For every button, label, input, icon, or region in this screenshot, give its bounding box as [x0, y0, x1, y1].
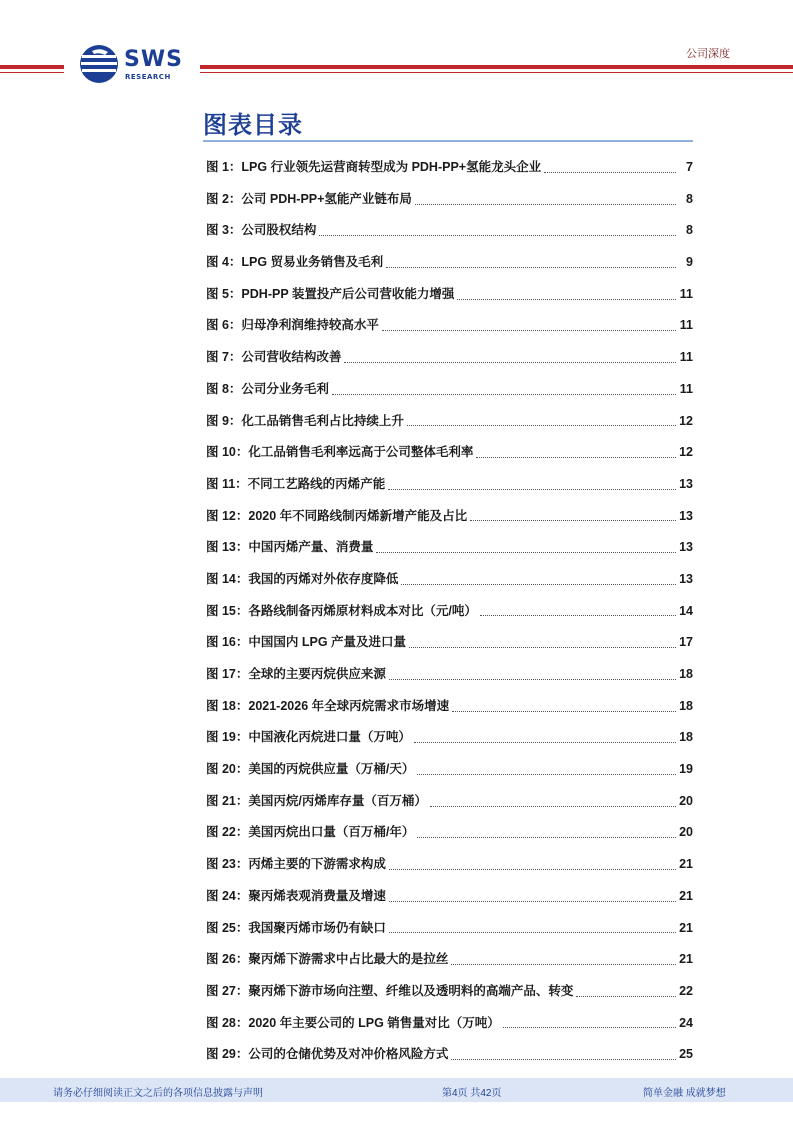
toc-item[interactable] [206, 596, 693, 628]
toc-item-label: 图 20：美国的丙烷供应量（万桶/天） [206, 762, 415, 777]
toc-item[interactable] [206, 913, 693, 945]
toc-item-page: 13 [679, 540, 693, 555]
toc-item[interactable] [206, 786, 693, 818]
toc-item[interactable] [206, 310, 693, 342]
toc-leader-dots [480, 615, 676, 616]
toc-item-page: 9 [686, 255, 693, 270]
toc-item-page: 20 [679, 793, 693, 808]
toc-leader-dots [389, 932, 676, 933]
toc-item[interactable] [206, 691, 693, 723]
toc-item-label: 图 24：聚丙烯表观消费量及增速 [206, 888, 386, 903]
toc-item[interactable] [206, 279, 693, 311]
toc-item-label: 图 17：全球的主要丙烷供应来源 [206, 667, 386, 681]
page-title: 图表目录 [203, 112, 303, 139]
toc-item-page: 7 [686, 160, 693, 174]
footer-page-info: 第4页 共42页 [442, 1088, 502, 1099]
toc-item-page: 8 [686, 223, 693, 238]
toc-leader-dots [414, 742, 676, 743]
toc-item-label: 图 18：2021-2026 年全球丙烷需求市场增速 [206, 698, 450, 713]
toc-item[interactable] [206, 152, 693, 184]
toc-item-page: 17 [679, 635, 693, 650]
toc-item-page: 19 [679, 762, 693, 777]
toc-item[interactable] [206, 722, 693, 754]
toc-item[interactable] [206, 817, 693, 849]
toc-item[interactable] [206, 406, 693, 438]
toc-item-page: 13 [679, 476, 693, 491]
toc-leader-dots [407, 425, 676, 426]
toc-item[interactable] [206, 849, 693, 881]
toc-leader-dots [332, 394, 676, 395]
toc-leader-dots [376, 552, 676, 553]
toc-item[interactable] [206, 1008, 693, 1040]
toc-item-page: 11 [679, 350, 693, 365]
toc-item-label: 图 19：中国液化丙烷进口量（万吨） [206, 730, 411, 745]
toc-item-label: 图 4：LPG 贸易业务销售及毛利 [206, 255, 384, 270]
toc-item[interactable] [206, 754, 693, 786]
toc-item-label: 图 27：聚丙烯下游市场向注塑、纤维以及透明料的高端产品、转变 [206, 983, 574, 998]
toc-item-label: 图 13：中国丙烯产量、消费量 [206, 540, 374, 555]
toc-leader-dots [503, 1027, 676, 1028]
toc-item[interactable] [206, 247, 693, 279]
toc-leader-dots [544, 172, 676, 173]
toc-leader-dots [457, 299, 676, 300]
toc-item-label: 图 15：各路线制备丙烯原材料成本对比（元/吨） [206, 603, 477, 618]
toc-leader-dots [386, 267, 676, 268]
toc-item-page: 12 [679, 445, 693, 460]
toc-leader-dots [389, 901, 676, 902]
toc-item-page: 21 [679, 920, 693, 935]
toc-item-page: 13 [679, 508, 693, 523]
toc-item-page: 21 [679, 857, 693, 872]
toc-item-page: 21 [679, 952, 693, 967]
toc-item[interactable] [206, 944, 693, 976]
toc-item-label: 图 8：公司分业务毛利 [206, 381, 329, 396]
toc-leader-dots [401, 584, 676, 585]
toc-item-page: 14 [679, 603, 693, 618]
toc-item-label: 图 16：中国国内 LPG 产量及进口量 [206, 635, 407, 650]
toc-item-page: 8 [686, 191, 693, 206]
toc-leader-dots [389, 679, 676, 680]
toc-item-label: 图 9：化工品销售毛利占比持续上升 [206, 413, 404, 428]
sws-logo [78, 43, 188, 89]
toc-item-label: 图 1：LPG 行业领先运营商转型成为 PDH-PP+氢能龙头企业 [206, 160, 542, 174]
toc-item-label: 图 25：我国聚丙烯市场仍有缺口 [206, 920, 386, 935]
toc-leader-dots [576, 996, 676, 997]
toc-item[interactable] [206, 659, 693, 691]
toc-item-page: 18 [679, 730, 693, 745]
header-rule-left [0, 65, 64, 73]
toc-item-label: 图 14：我国的丙烯对外依存度降低 [206, 571, 399, 586]
logo-brand-text: SWS [124, 47, 183, 72]
toc-leader-dots [388, 489, 676, 490]
toc-item-label: 图 21：美国丙烷/丙烯库存量（百万桶） [206, 793, 427, 808]
toc-item[interactable] [206, 1039, 693, 1071]
toc-item[interactable] [206, 881, 693, 913]
toc-item-label: 图 5：PDH-PP 装置投产后公司营收能力增强 [206, 286, 455, 301]
toc-item-page: 12 [679, 413, 693, 428]
toc-item-page: 25 [679, 1047, 693, 1062]
toc-leader-dots [430, 806, 676, 807]
toc-leader-dots [417, 837, 676, 838]
toc-item[interactable] [206, 374, 693, 406]
toc-item[interactable] [206, 564, 693, 596]
logo-sub-text: RESEARCH [125, 73, 171, 81]
toc-item[interactable] [206, 532, 693, 564]
toc-leader-dots [417, 774, 676, 775]
toc-item-label: 图 22：美国丙烷出口量（百万桶/年） [206, 825, 415, 840]
toc-item-label: 图 10：化工品销售毛利率远高于公司整体毛利率 [206, 445, 474, 460]
toc-item-page: 21 [679, 888, 693, 903]
toc-item-label: 图 28：2020 年主要公司的 LPG 销售量对比（万吨） [206, 1015, 500, 1030]
toc-leader-dots [476, 457, 676, 458]
toc-leader-dots [470, 520, 676, 521]
toc-item[interactable] [206, 469, 693, 501]
toc-leader-dots [319, 235, 676, 236]
toc-item-label: 图 23：丙烯主要的下游需求构成 [206, 857, 386, 872]
toc-leader-dots [382, 330, 676, 331]
figure-list [206, 152, 693, 1071]
page-footer [0, 1078, 793, 1102]
toc-item[interactable] [206, 627, 693, 659]
toc-item-label: 图 29：公司的仓储优势及对冲价格风险方式 [206, 1047, 449, 1062]
toc-item-label: 图 6：归母净利润维持较高水平 [206, 318, 379, 333]
toc-item-label: 图 3：公司股权结构 [206, 223, 317, 238]
toc-leader-dots [451, 964, 676, 965]
toc-item[interactable] [206, 501, 693, 533]
toc-item[interactable] [206, 342, 693, 374]
toc-leader-dots [415, 204, 676, 205]
toc-item-label: 图 26：聚丙烯下游需求中占比最大的是拉丝 [206, 952, 449, 967]
toc-item-label: 图 2：公司 PDH-PP+氢能产业链布局 [206, 191, 412, 206]
toc-item-label: 图 11：不同工艺路线的丙烯产能 [206, 476, 386, 491]
title-divider [203, 140, 693, 142]
toc-item-label: 图 12：2020 年不同路线制丙烯新增产能及占比 [206, 508, 468, 523]
toc-leader-dots [452, 711, 676, 712]
toc-leader-dots [389, 869, 676, 870]
toc-leader-dots [344, 362, 676, 363]
sws-globe-icon [78, 43, 120, 85]
toc-item[interactable] [206, 976, 693, 1008]
toc-item-page: 11 [679, 381, 693, 396]
toc-item-page: 20 [679, 825, 693, 840]
toc-item-page: 18 [679, 667, 693, 681]
footer-slogan: 简单金融 成就梦想 [643, 1088, 726, 1099]
toc-item-page: 22 [679, 983, 693, 998]
toc-item-page: 24 [679, 1015, 693, 1030]
toc-leader-dots [451, 1059, 676, 1060]
footer-disclaimer: 请务必仔细阅读正文之后的各项信息披露与声明 [53, 1088, 263, 1099]
toc-item[interactable] [206, 215, 693, 247]
header-rule-right [200, 65, 793, 73]
toc-item[interactable] [206, 437, 693, 469]
toc-leader-dots [409, 647, 676, 648]
toc-item-page: 13 [679, 571, 693, 586]
toc-item-page: 11 [679, 286, 693, 301]
report-type-label: 公司深度 [686, 48, 730, 60]
toc-item[interactable] [206, 184, 693, 216]
toc-item-page: 11 [679, 318, 693, 333]
toc-item-page: 18 [679, 698, 693, 713]
toc-item-label: 图 7：公司营收结构改善 [206, 350, 342, 365]
